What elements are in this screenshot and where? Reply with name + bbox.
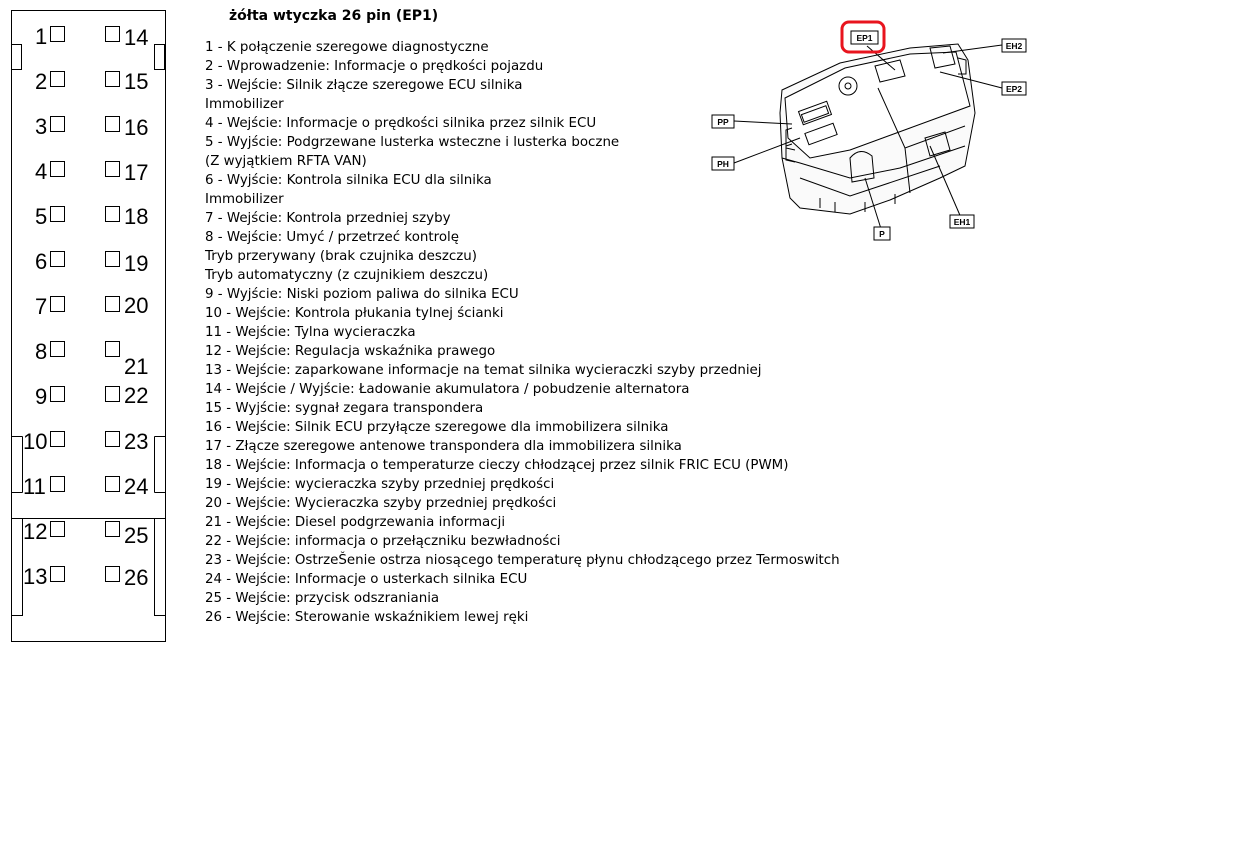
pin-socket [50,386,65,402]
description-line: 25 - Wejście: przycisk odszraniania [205,591,440,606]
pin-socket [105,71,120,87]
description-line: Immobilizer [205,192,284,207]
description-line: 13 - Wejście: zaparkowane informacje na temat silnika wycieraczki szyby przedniej [205,363,762,378]
description-line: (Z wyjątkiem RFTA VAN) [205,154,367,169]
description-line: 7 - Wejście: Kontrola przedniej szyby [205,211,451,226]
bsi-module-diagram [700,18,1040,248]
pin-label: 20 [124,293,149,318]
pin-label: 16 [124,115,149,140]
description-line: 26 - Wejście: Sterowanie wskaźnikiem lewej ręki [205,610,529,625]
description-line: 6 - Wyjście: Kontrola silnika ECU dla silnika [205,173,492,188]
pin-socket [105,386,120,402]
pin-socket [50,206,65,222]
description-line: 10 - Wejście: Kontrola płukania tylnej ścianki [205,306,504,321]
pin-label: 4 [35,159,48,184]
pin-label: 17 [124,160,149,185]
pin-label: 2 [35,69,48,94]
description-line: 8 - Wejście: Umyć / przetrzeć kontrolę [205,230,459,245]
pin-label: 11 [23,474,46,499]
connector-outline [0,0,180,650]
pin-socket [105,26,120,42]
pin-label: 10 [23,429,48,454]
module-illustration [700,18,1040,248]
description-line: 11 - Wejście: Tylna wycieraczka [205,325,416,340]
pin-socket [105,341,120,357]
pin-label: 19 [124,251,149,276]
pin-socket [105,161,120,177]
pin-socket [50,26,65,42]
pin-label: 26 [124,565,149,590]
pin-socket [50,116,65,132]
pin-socket [50,251,65,267]
pin-socket [105,251,120,267]
description-line: 9 - Wyjście: Niski poziom paliwa do silnika ECU [205,287,519,302]
description-line: 21 - Wejście: Diesel podgrzewania informacji [205,515,506,530]
description-line: 2 - Wprowadzenie: Informacje o prędkości pojazdu [205,59,544,74]
pin-label: 9 [35,384,48,409]
module-label-eh1: EH1 [953,217,971,227]
pin-label: 3 [35,114,48,139]
description-line: 18 - Wejście: Informacja o temperaturze cieczy chłodzącej przez silnik FRIC ECU (PWM) [205,458,789,473]
connector-pinout [0,0,180,650]
pin-label: 23 [124,429,149,454]
pin-socket [50,431,65,447]
module-label-pp: PP [717,117,729,127]
pin-label: 25 [124,523,149,548]
pin-label: 12 [23,519,48,544]
module-label-ph: PH [717,159,729,169]
pin-label: 1 [35,24,48,49]
pin-label: 22 [124,383,149,408]
pin-label: 18 [124,204,149,229]
module-label-ep2: EP2 [1005,84,1023,94]
pin-label: 8 [35,339,48,364]
pin-socket [105,206,120,222]
description-line: 3 - Wejście: Silnik złącze szeregowe ECU silnika [205,78,523,93]
pin-socket [50,521,65,537]
description-line: 12 - Wejście: Regulacja wskaźnika prawego [205,344,496,359]
pin-label: 15 [124,69,149,94]
description-line: Immobilizer [205,97,284,112]
description-line: 16 - Wejście: Silnik ECU przyłącze szeregowe dla immobilizera silnika [205,420,669,435]
description-line: 20 - Wejście: Wycieraczka szyby przedniej prędkości [205,496,557,511]
pin-socket [105,296,120,312]
pin-label: 6 [35,249,48,274]
page-title: żółta wtyczka 26 pin (EP1) [229,8,439,24]
pin-socket [105,116,120,132]
description-line: 14 - Wejście / Wyjście: Ładowanie akumulatora / pobudzenie alternatora [205,382,690,397]
pin-label: 7 [35,294,48,319]
description-line: 23 - Wejście: OstrzeŠenie ostrza niosącego temperaturę płynu chłodzącego przez Termoswitch [205,553,840,568]
pin-socket [105,521,120,537]
pin-socket [50,566,65,582]
description-line: 4 - Wejście: Informacje o prędkości silnika przez silnik ECU [205,116,597,131]
pin-socket [50,296,65,312]
description-line: 15 - Wyjście: sygnał zegara transpondera [205,401,484,416]
description-line: 22 - Wejście: informacja o przełączniku bezwładności [205,534,561,549]
pin-label: 21 [124,354,149,379]
description-line: 24 - Wejście: Informacje o usterkach silnika ECU [205,572,528,587]
module-label-p: P [879,229,885,239]
description-line: 17 - Złącze szeregowe antenowe transpondera dla immobilizera silnika [205,439,682,454]
pin-socket [50,341,65,357]
pin-label: 14 [124,25,149,50]
pin-label: 24 [124,474,149,499]
pin-label: 13 [23,564,48,589]
module-label-ep1: EP1 [856,33,873,43]
description-line: 1 - K połączenie szeregowe diagnostyczne [205,40,489,55]
pin-socket [50,71,65,87]
description-line: Tryb przerywany (brak czujnika deszczu) [205,249,478,264]
module-label-eh2: EH2 [1005,41,1023,51]
description-line: Tryb automatyczny (z czujnikiem deszczu) [205,268,489,283]
pin-socket [105,476,120,492]
pin-socket [105,431,120,447]
description-line: 5 - Wyjście: Podgrzewane lusterka wsteczne i lusterka boczne [205,135,620,150]
description-line: 19 - Wejście: wycieraczka szyby przedniej prędkości [205,477,555,492]
pin-label: 5 [35,204,48,229]
pin-socket [105,566,120,582]
pin-socket [50,161,65,177]
pin-socket [50,476,65,492]
